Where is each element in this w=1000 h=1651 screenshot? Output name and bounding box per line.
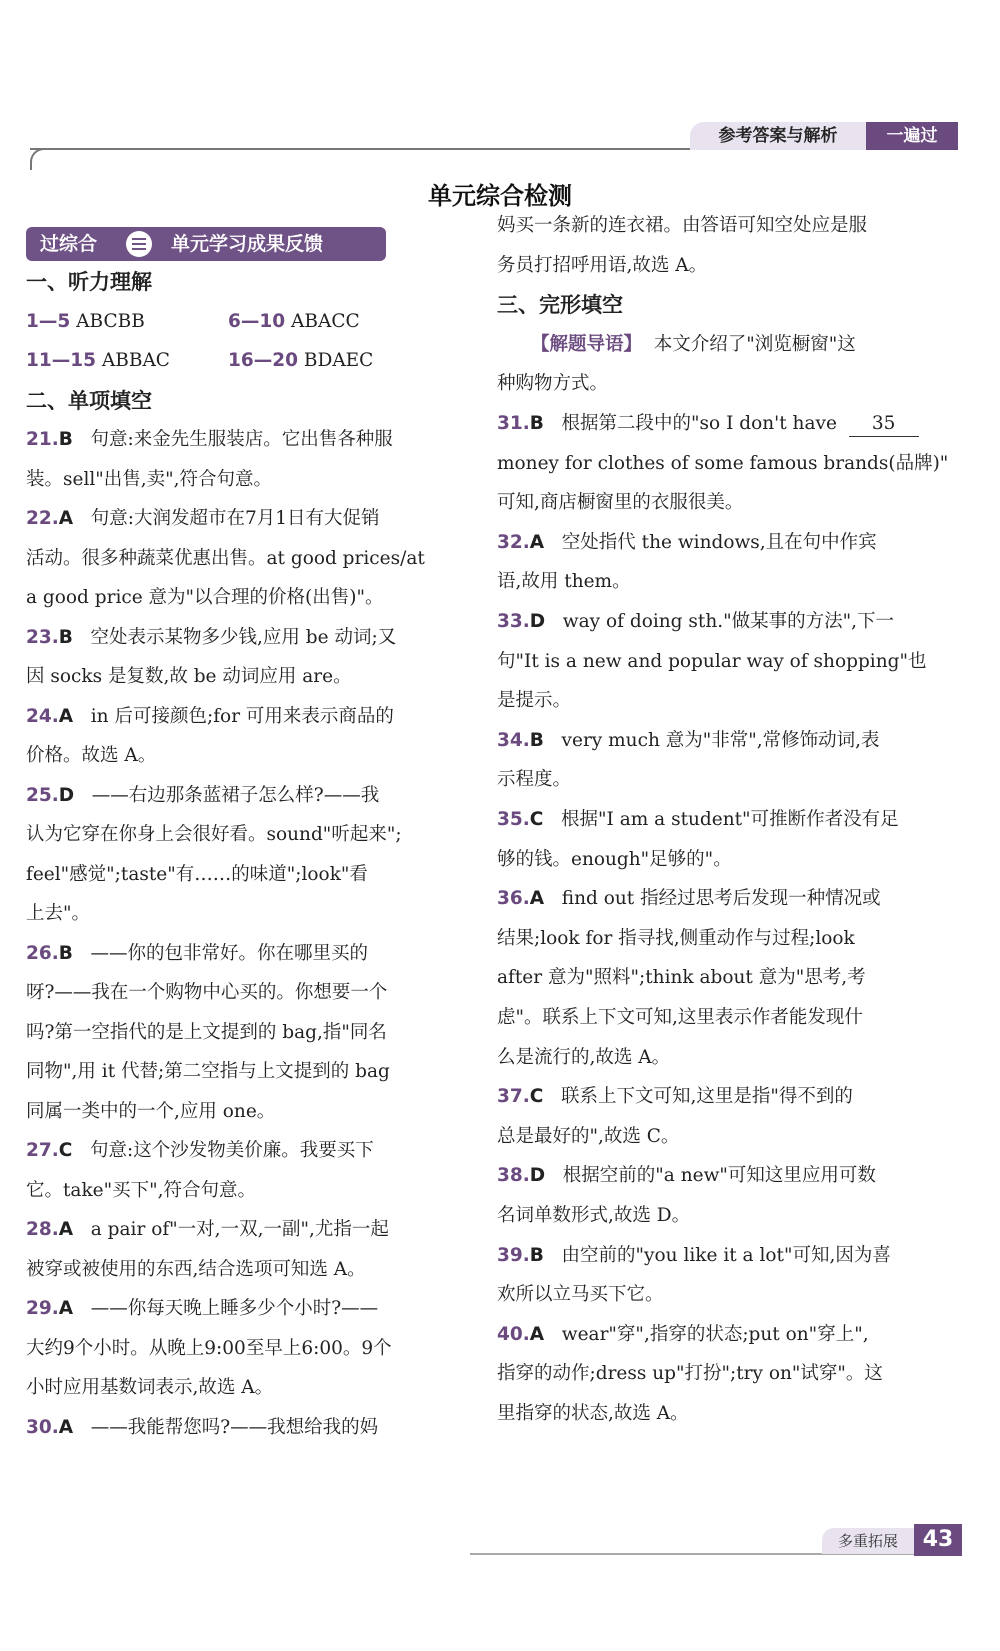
question-number: 21. xyxy=(26,429,59,450)
question-item xyxy=(497,729,957,753)
question-item xyxy=(26,1139,478,1163)
text-line xyxy=(497,689,957,713)
explanation-text: feel"感觉";taste"有……的味道";look"看 xyxy=(26,863,368,885)
explanation-text: 同物",用 it 代替;第二空指与上文提到的 bag xyxy=(26,1061,390,1082)
explanation-text: 够的钱。enough"足够的"。 xyxy=(497,848,732,870)
question-number: 28. xyxy=(26,1219,59,1240)
answer-letter: B xyxy=(58,429,73,450)
answer-letters: ABBAC xyxy=(101,350,170,371)
text-line xyxy=(497,1125,957,1149)
question-number: 38. xyxy=(497,1165,530,1187)
page-number: 43 xyxy=(914,1524,962,1556)
explanation-text: ——右边那条蓝裙子怎么样?——我 xyxy=(91,784,380,806)
question-number: 33. xyxy=(497,611,530,632)
text-line xyxy=(26,1337,478,1361)
guide-line xyxy=(497,333,957,357)
answer-letter: A xyxy=(529,888,545,910)
explanation-text: 小时应用基数词表示,故选 A。 xyxy=(26,1377,274,1398)
explanation-text: 活动。很多种蔬菜优惠出售。at good prices/at xyxy=(26,547,425,569)
text-line xyxy=(497,452,957,476)
question-item xyxy=(26,1416,478,1440)
question-item xyxy=(497,610,957,634)
explanation-text: 句"It is a new and popular way of shopping"也 xyxy=(497,650,927,672)
text-line xyxy=(26,863,478,887)
header-rule-curve xyxy=(30,148,46,170)
explanation-text: 结果;look for 指寻找,侧重动作与过程;look xyxy=(497,927,855,949)
header-brand: 一遍过 xyxy=(866,122,958,150)
explanation-text: 吗?第一空指代的是上文提到的 bag,指"同名 xyxy=(26,1021,387,1043)
explanation-text: 呀?——我在一个购物中心买的。你想要一个 xyxy=(26,982,388,1003)
question-item xyxy=(497,1244,957,1268)
question-range: 11—15 xyxy=(26,350,96,371)
question-range: 16—20 xyxy=(228,350,298,371)
question-item xyxy=(497,1323,957,1347)
question-item xyxy=(26,1218,478,1242)
explanation-text: ——你的包非常好。你在哪里买的 xyxy=(90,942,369,964)
explanation-text: 上去"。 xyxy=(26,903,91,924)
text-line xyxy=(497,927,957,951)
text-line xyxy=(497,1362,957,1386)
explanation-text: 被穿或被使用的东西,结合选项可知选 A。 xyxy=(26,1258,366,1280)
explanation-text: 联系上下文可知,这里是指"得不到的 xyxy=(561,1086,853,1108)
question-number: 40. xyxy=(497,1323,530,1345)
question-number: 26. xyxy=(26,942,59,964)
section-heading xyxy=(497,293,957,319)
explanation-text: 空处表示某物多少钱,应用 be 动词;又 xyxy=(90,626,397,648)
question-number: 29. xyxy=(26,1298,59,1319)
explanation-text: 价格。故选 A。 xyxy=(26,745,157,766)
answer-letter: D xyxy=(58,784,75,806)
answer-row xyxy=(26,349,478,373)
text-line xyxy=(26,1021,478,1045)
question-item xyxy=(497,1085,957,1109)
answer-letter: B xyxy=(529,1244,544,1266)
text-line xyxy=(26,823,478,847)
explanation-text: ——我能帮您吗?——我想给我的妈 xyxy=(90,1416,379,1438)
text-line xyxy=(26,547,478,571)
text-line xyxy=(497,848,957,872)
question-number: 30. xyxy=(26,1416,59,1438)
text-line xyxy=(26,981,478,1005)
explanation-text: 同属一类中的一个,应用 one。 xyxy=(26,1100,276,1122)
text-line xyxy=(497,1046,957,1070)
explanation-text: 语,故用 them。 xyxy=(497,571,631,593)
explanation-text: way of doing sth."做某事的方法",下一 xyxy=(562,611,895,632)
answer-letter: A xyxy=(58,1416,74,1438)
answer-letters: BDAEC xyxy=(303,350,374,371)
question-number: 37. xyxy=(497,1086,530,1108)
answer-letter: A xyxy=(58,705,74,727)
text-line xyxy=(497,1204,957,1228)
explanation-text: 根据空前的"a new"可知这里应用可数 xyxy=(562,1165,876,1187)
section-heading-text: 一、听力理解 xyxy=(26,270,152,294)
section-heading xyxy=(26,389,478,415)
explanation-text: very much 意为"非常",常修饰动词,表 xyxy=(561,729,880,751)
answer-letters: ABACC xyxy=(291,310,360,332)
explanation-text: 句意:大润发超市在7月1日有大促销 xyxy=(90,508,380,529)
explanation-text: wear"穿",指穿的状态;put on"穿上", xyxy=(561,1323,869,1345)
text-line xyxy=(26,586,478,610)
text-line xyxy=(497,214,957,238)
question-number: 36. xyxy=(497,888,530,910)
banner-subtitle: 单元学习成果反馈 xyxy=(171,233,324,255)
question-range: 1—5 xyxy=(26,310,71,332)
answer-letter: B xyxy=(58,626,73,648)
explanation-text: 可知,商店橱窗里的衣服很美。 xyxy=(497,492,744,514)
question-number: 24. xyxy=(26,705,59,727)
list-icon xyxy=(126,231,152,257)
answer-letter: C xyxy=(58,1140,73,1161)
question-item xyxy=(497,887,957,911)
section-heading-text: 二、单项填空 xyxy=(26,388,152,413)
answer-group xyxy=(26,311,145,332)
explanation-text: 妈买一条新的连衣裙。由答语可知空处应是服 xyxy=(497,215,868,236)
text-line xyxy=(497,570,957,594)
explanation-text: 示程度。 xyxy=(497,769,572,791)
answer-group xyxy=(228,349,373,373)
question-item xyxy=(26,784,478,808)
answer-letter: B xyxy=(529,413,544,434)
text-line xyxy=(26,1376,478,1400)
explanation-text: after 意为"照料";think about 意为"思考,考 xyxy=(497,967,866,989)
text-line xyxy=(497,1402,957,1426)
text-line xyxy=(497,768,957,792)
question-item xyxy=(26,507,478,531)
explanation-text: 根据"I am a student"可推断作者没有足 xyxy=(561,809,899,830)
explanation-text: a pair of"一对,一双,一副",尤指一起 xyxy=(90,1219,389,1240)
text-line xyxy=(497,650,957,674)
answer-letter: B xyxy=(529,729,544,751)
blank-number: 35 xyxy=(849,412,919,437)
text-line xyxy=(497,1283,957,1307)
footer-label: 多重拓展 xyxy=(822,1528,914,1554)
text-line xyxy=(26,665,478,689)
explanation-text: in 后可接颜色;for 可用来表示商品的 xyxy=(90,705,394,727)
explanation-text: 因 socks 是复数,故 be 动词应用 are。 xyxy=(26,666,352,687)
text-line xyxy=(26,1179,478,1203)
explanation-text: 根据第二段中的"so I don't have xyxy=(561,413,837,434)
explanation-text: 么是流行的,故选 A。 xyxy=(497,1046,671,1068)
explanation-text: 句意:来金先生服装店。它出售各种服 xyxy=(90,429,393,450)
question-item xyxy=(497,808,957,832)
question-number: 23. xyxy=(26,626,59,648)
answer-letter: A xyxy=(58,508,74,529)
text-line xyxy=(26,744,478,768)
explanation-text: find out 指经过思考后发现一种情况或 xyxy=(561,888,881,910)
explanation-text: a good price 意为"以合理的价格(出售)"。 xyxy=(26,587,384,608)
text-line xyxy=(497,491,957,515)
question-item xyxy=(497,1164,957,1188)
question-range: 6—10 xyxy=(228,310,286,332)
explanation-text: 空处指代 the windows,且在句中作宾 xyxy=(561,531,877,553)
text-line xyxy=(26,468,478,492)
question-item xyxy=(26,942,478,966)
section-heading-text: 三、完形填空 xyxy=(497,293,623,318)
answer-letter: A xyxy=(58,1298,74,1319)
text-line xyxy=(497,966,957,990)
explanation-text: 句意:这个沙发物美价廉。我要买下 xyxy=(90,1140,374,1161)
question-item xyxy=(26,705,478,729)
section-heading xyxy=(26,270,478,296)
answer-letter: A xyxy=(529,1323,545,1345)
explanation-text: 装。sell"出售,卖",符合句意。 xyxy=(26,468,273,490)
answer-letter: D xyxy=(529,1165,546,1187)
answer-letter: A xyxy=(58,1219,74,1240)
answer-group xyxy=(26,350,170,371)
answer-letter: D xyxy=(529,611,546,632)
answer-letter: B xyxy=(58,942,73,964)
question-number: 25. xyxy=(26,784,59,806)
section-banner xyxy=(26,227,386,261)
question-number: 22. xyxy=(26,508,59,529)
guide-label: 【解题导语】 xyxy=(531,333,643,355)
question-item xyxy=(497,412,957,437)
text-line xyxy=(26,902,478,926)
text-line xyxy=(497,254,957,278)
explanation-text: 总是最好的",故选 C。 xyxy=(497,1125,680,1147)
explanation-text: 种购物方式。 xyxy=(497,373,609,395)
answer-row xyxy=(26,310,478,334)
question-number: 32. xyxy=(497,531,530,553)
text-line xyxy=(497,372,957,396)
question-number: 27. xyxy=(26,1140,59,1161)
explanation-text: 认为它穿在你身上会很好看。sound"听起来"; xyxy=(26,824,402,845)
answer-group xyxy=(228,310,360,334)
question-item xyxy=(497,531,957,555)
answer-letter: A xyxy=(529,531,545,553)
banner-label: 过综合 xyxy=(40,233,98,255)
explanation-text: 欢所以立马买下它。 xyxy=(497,1284,664,1306)
header-section-tab: 参考答案与解析 xyxy=(690,122,866,150)
explanation-text: ——你每天晚上睡多少个小时?—— xyxy=(90,1298,379,1319)
explanation-text: 虑"。联系上下文可知,这里表示作者能发现什 xyxy=(497,1007,863,1028)
explanation-text: 指穿的动作;dress up"打扮";try on"试穿"。这 xyxy=(497,1363,883,1385)
explanation-text: money for clothes of some famous brands(品牌)" xyxy=(497,452,949,474)
text-line xyxy=(26,1060,478,1084)
explanation-text: 务员打招呼用语,故选 A。 xyxy=(497,254,708,276)
question-number: 34. xyxy=(497,729,530,751)
question-number: 39. xyxy=(497,1244,530,1266)
text-line xyxy=(497,1006,957,1030)
answer-letter: C xyxy=(529,1086,544,1108)
text-line xyxy=(26,1100,478,1124)
explanation-text: 名词单数形式,故选 D。 xyxy=(497,1205,691,1226)
question-item xyxy=(26,428,478,452)
guide-text: 本文介绍了"浏览橱窗"这 xyxy=(653,333,856,355)
explanation-text: 是提示。 xyxy=(497,690,572,712)
answer-letter: C xyxy=(529,809,544,830)
question-number: 31. xyxy=(497,413,530,434)
explanation-text: 它。take"买下",符合句意。 xyxy=(26,1179,257,1201)
question-number: 35. xyxy=(497,809,530,830)
answer-letters: ABCBB xyxy=(76,310,145,332)
explanation-text: 大约9个小时。从晚上9:00至早上6:00。9个 xyxy=(26,1337,392,1359)
question-item xyxy=(26,626,478,650)
question-item xyxy=(26,1297,478,1321)
explanation-text: 里指穿的状态,故选 A。 xyxy=(497,1403,689,1424)
page-title: 单元综合检测 xyxy=(428,182,572,210)
text-line xyxy=(26,1258,478,1282)
explanation-text: 由空前的"you like it a lot"可知,因为喜 xyxy=(561,1244,891,1266)
